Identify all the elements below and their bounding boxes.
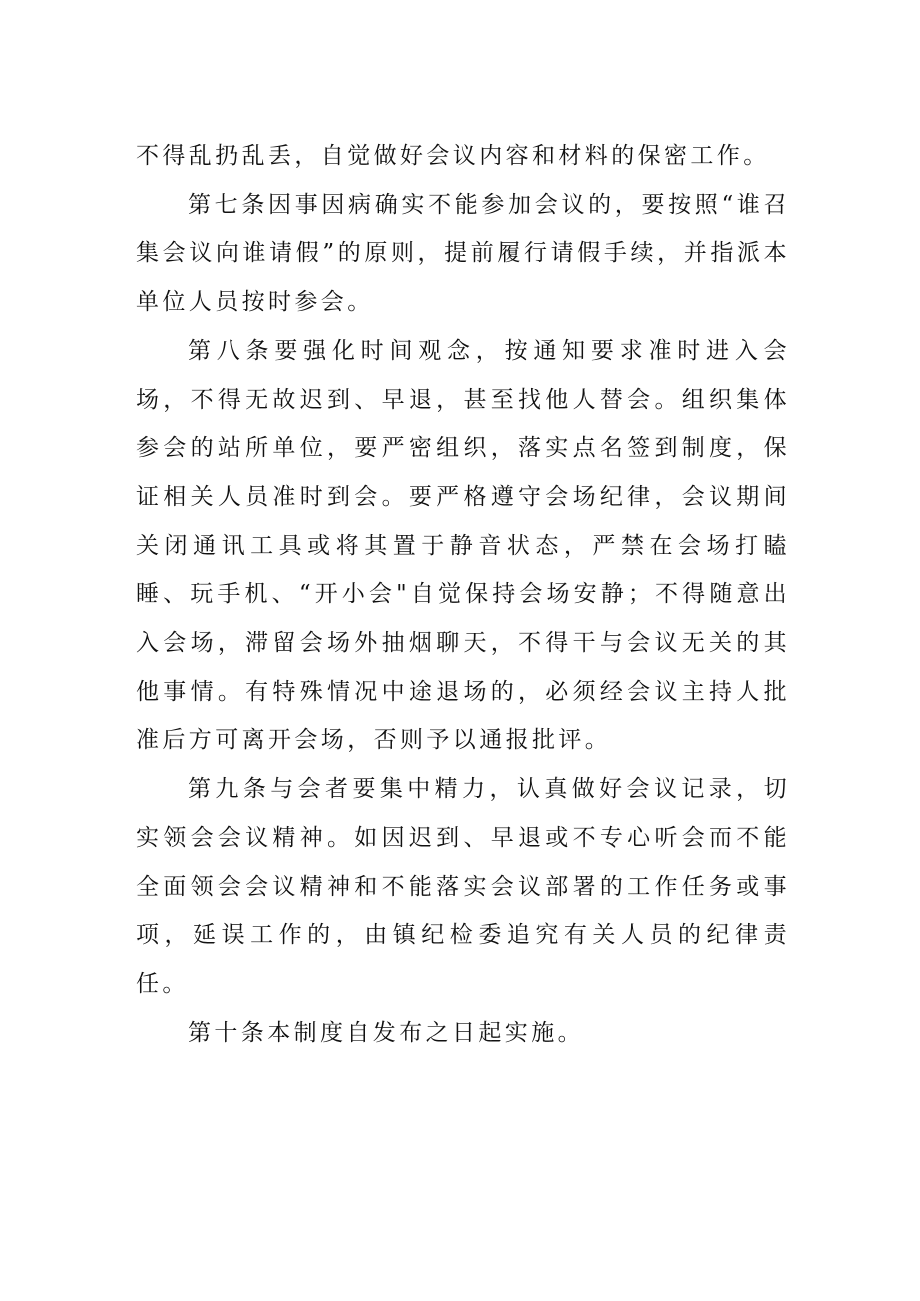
paragraph-article-8: 第八条要强化时间观念，按通知要求准时进入会场，不得无故迟到、早退，甚至找他人替会。组织集体参会的站所单位，要严密组织，落实点名签到制度，保证相关人员准时到会。要严格遵守会场纪律，会议期间关闭通讯工具或将其置于静音状态，严禁在会场打瞌睡、玩手机、“开小会"自觉保持会场安静；不得随意出入会场，滞留会场外抽烟聊天，不得干与会议无关的其他事情。有特殊情况中途退场的，必须经会议主持人批准后方可离开会场，否则予以通报批评。 bbox=[136, 337, 790, 754]
paragraph-article-7: 第七条因事因病确实不能参加会议的，要按照“谁召集会议向谁请假”的原则，提前履行请假手续，并指派本单位人员按时参会。 bbox=[136, 191, 790, 316]
document-body bbox=[136, 132, 790, 1057]
paragraph-article-9: 第九条与会者要集中精力，认真做好会议记录，切实领会会议精神。如因迟到、早退或不专心听会而不能全面领会会议精神和不能落实会议部署的工作任务或事项，延误工作的，由镇纪检委追究有关人员的纪律责任。 bbox=[136, 776, 790, 997]
paragraph-article-10: 第十条本制度自发布之日起实施。 bbox=[188, 1019, 584, 1046]
paragraph-continued-confidentiality: 不得乱扔乱丢，自觉做好会议内容和材料的保密工作。 bbox=[136, 143, 770, 169]
